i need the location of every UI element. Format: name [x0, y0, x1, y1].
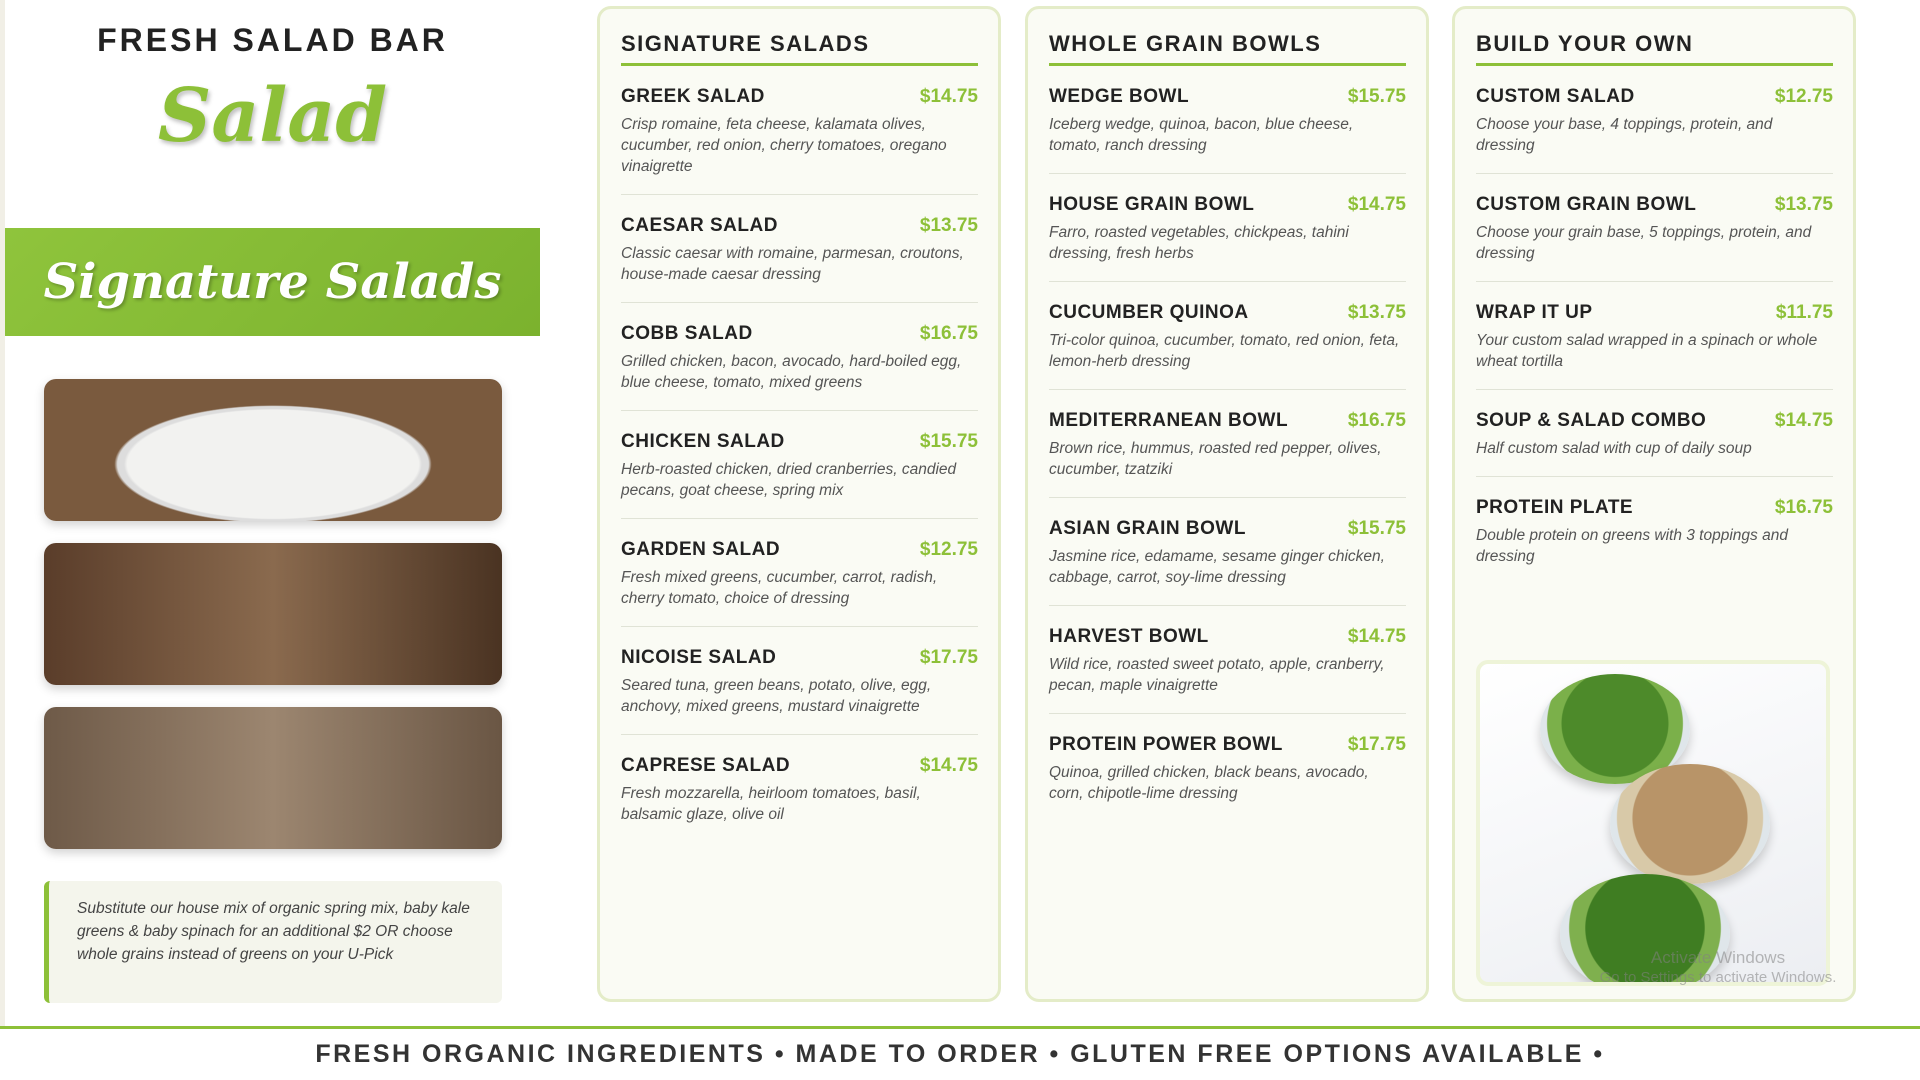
- menu-item-description: Quinoa, grilled chicken, black beans, avocado, corn, chipotle-lime dressing: [1049, 764, 1369, 802]
- menu-item-description: Tri-color quinoa, cucumber, tomato, red onion, feta, lemon-herb dressing: [1049, 332, 1400, 370]
- menu-item: [1476, 282, 1833, 390]
- menu-item-description: Brown rice, hummus, roasted red pepper, olives, cucumber, tzatziki: [1049, 440, 1382, 478]
- menu-item-name: CUSTOM GRAIN BOWL: [1476, 194, 1697, 215]
- menu-item: [1049, 606, 1406, 714]
- menu-item-header: [621, 86, 978, 108]
- menu-item-description: Classic caesar with romaine, parmesan, croutons, house-made caesar dressing: [621, 245, 964, 283]
- menu-item-name: NICOISE SALAD: [621, 647, 777, 668]
- menu-item-header: [1476, 86, 1833, 108]
- salad-photo-3: [44, 707, 502, 849]
- menu-item-price: $16.75: [919, 323, 978, 344]
- menu-item-price: $14.75: [1347, 194, 1406, 215]
- menu-item-price: $14.75: [1347, 626, 1406, 647]
- brand-script-title: Salad: [157, 73, 388, 159]
- menu-item-price: $14.75: [919, 755, 978, 776]
- menu-item: [1476, 477, 1833, 584]
- menu-column-whole-grain-bowls: [1025, 6, 1429, 1002]
- menu-item-name: PROTEIN PLATE: [1476, 497, 1634, 518]
- menu-item: [621, 627, 978, 735]
- menu-item-name: WEDGE BOWL: [1049, 86, 1190, 107]
- menu-item-name: COBB SALAD: [621, 323, 753, 344]
- menu-item-price: $14.75: [1774, 410, 1833, 431]
- menu-item-price: $17.75: [919, 647, 978, 668]
- menu-item-header: [621, 539, 978, 561]
- menu-item-header: [1476, 410, 1833, 432]
- menu-item-header: [1049, 518, 1406, 540]
- menu-item-description: Choose your base, 4 toppings, protein, and dressing: [1476, 116, 1773, 154]
- menu-item-name: CUSTOM SALAD: [1476, 86, 1635, 107]
- menu-item-description: Your custom salad wrapped in a spinach or whole wheat tortilla: [1476, 332, 1818, 370]
- menu-item-header: [1476, 302, 1833, 324]
- menu-item: [621, 66, 978, 195]
- salad-photo-2: [44, 543, 502, 685]
- menu-item-price: $15.75: [1347, 86, 1406, 107]
- bowl-image-grains: [1610, 764, 1770, 884]
- menu-item-name: WRAP IT UP: [1476, 302, 1593, 323]
- menu-item: [1476, 390, 1833, 477]
- menu-item-price: $16.75: [1347, 410, 1406, 431]
- menu-item-header: [1049, 410, 1406, 432]
- menu-item-description: Half custom salad with cup of daily soup: [1476, 440, 1752, 457]
- menu-item-price: $17.75: [1347, 734, 1406, 755]
- menu-item: [1049, 390, 1406, 498]
- menu-item: [1049, 66, 1406, 174]
- menu-item-name: CAESAR SALAD: [621, 215, 778, 236]
- menu-column-build-your-own: [1452, 6, 1856, 1002]
- footer-tagline: FRESH ORGANIC INGREDIENTS • MADE TO ORDER • GLUTEN FREE OPTIONS AVAILABLE •: [315, 1040, 1605, 1068]
- menu-item-name: ASIAN GRAIN BOWL: [1049, 518, 1246, 539]
- menu-item-name: CUCUMBER QUINOA: [1049, 302, 1249, 323]
- menu-item-price: $13.75: [1347, 302, 1406, 323]
- menu-item: [621, 195, 978, 303]
- menu-item-description: Seared tuna, green beans, potato, olive, egg, anchovy, mixed greens, mustard vinaigrette: [621, 677, 932, 715]
- column-title: BUILD YOUR OWN: [1476, 31, 1833, 66]
- menu-item-name: HARVEST BOWL: [1049, 626, 1209, 647]
- menu-item-name: MEDITERRANEAN BOWL: [1049, 410, 1289, 431]
- menu-item: [1049, 282, 1406, 390]
- watermark-title: Activate Windows: [1650, 948, 1786, 967]
- menu-item-header: [621, 431, 978, 453]
- menu-item-header: [621, 215, 978, 237]
- menu-item-price: $11.75: [1775, 302, 1833, 323]
- menu-item-price: $13.75: [919, 215, 978, 236]
- grain-bowls-photo: [1476, 660, 1830, 986]
- menu-item-price: $13.75: [1774, 194, 1833, 215]
- menu-item-description: Farro, roasted vegetables, chickpeas, tahini dressing, fresh herbs: [1049, 224, 1349, 262]
- menu-item-price: $12.75: [1774, 86, 1833, 107]
- menu-item-description: Jasmine rice, edamame, sesame ginger chicken, cabbage, carrot, soy-lime dressing: [1049, 548, 1385, 586]
- substitution-note: Substitute our house mix of organic spring mix, baby kale greens & baby spinach for an additional $2 OR choose whole grains instead of greens on your U-Pick: [44, 881, 502, 1003]
- menu-item-name: GREEK SALAD: [621, 86, 765, 107]
- menu-item-description: Wild rice, roasted sweet potato, apple, cranberry, pecan, maple vinaigrette: [1049, 656, 1385, 694]
- menu-item-price: $12.75: [919, 539, 978, 560]
- menu-item-description: Herb-roasted chicken, dried cranberries, candied pecans, goat cheese, spring mix: [621, 461, 957, 499]
- salad-photo-1: [44, 379, 502, 521]
- activation-watermark: [1598, 948, 1838, 988]
- menu-item-description: Crisp romaine, feta cheese, kalamata olives, cucumber, red onion, cherry tomatoes, oregano vinaigrette: [621, 116, 947, 175]
- menu-item-header: [1049, 734, 1406, 756]
- menu-item-header: [621, 323, 978, 345]
- menu-item: [621, 303, 978, 411]
- menu-item-price: $16.75: [1774, 497, 1833, 518]
- column-title: WHOLE GRAIN BOWLS: [1049, 31, 1406, 66]
- menu-item-header: [1049, 626, 1406, 648]
- menu-item: [621, 735, 978, 842]
- menu-item-header: [621, 647, 978, 669]
- menu-item: [1049, 498, 1406, 606]
- menu-item-description: Choose your grain base, 5 toppings, protein, and dressing: [1476, 224, 1812, 262]
- menu-item-description: Fresh mozzarella, heirloom tomatoes, basil, balsamic glaze, olive oil: [621, 785, 921, 823]
- menu-item-price: $15.75: [919, 431, 978, 452]
- menu-item: [621, 411, 978, 519]
- menu-item: [1476, 174, 1833, 282]
- menu-item: [1049, 174, 1406, 282]
- menu-column-signature-salads: [597, 6, 1001, 1002]
- footer-divider: [0, 1026, 1920, 1029]
- menu-item-header: [1049, 302, 1406, 324]
- watermark-subtitle: Go to Settings to activate Windows.: [1599, 969, 1837, 986]
- menu-item-price: $15.75: [1347, 518, 1406, 539]
- signature-banner: Signature Salads: [5, 228, 540, 336]
- menu-item-header: [621, 755, 978, 777]
- menu-item-name: SOUP & SALAD COMBO: [1476, 410, 1707, 431]
- column-title: SIGNATURE SALADS: [621, 31, 978, 66]
- menu-item-name: CHICKEN SALAD: [621, 431, 785, 452]
- menu-item-header: [1049, 86, 1406, 108]
- menu-item-description: Fresh mixed greens, cucumber, carrot, radish, cherry tomato, choice of dressing: [621, 569, 938, 607]
- menu-item-name: PROTEIN POWER BOWL: [1049, 734, 1283, 755]
- menu-item-header: [1476, 194, 1833, 216]
- menu-item-header: [1049, 194, 1406, 216]
- menu-item-name: CAPRESE SALAD: [621, 755, 791, 776]
- menu-item: [621, 519, 978, 627]
- menu-item-description: Iceberg wedge, quinoa, bacon, blue cheese, tomato, ranch dressing: [1049, 116, 1354, 154]
- brand-title: FRESH SALAD BAR: [97, 22, 448, 58]
- menu-item: [1476, 66, 1833, 174]
- left-column: [5, 0, 540, 1026]
- menu-item-header: [1476, 497, 1833, 519]
- menu-item-name: HOUSE GRAIN BOWL: [1049, 194, 1255, 215]
- menu-item-description: Grilled chicken, bacon, avocado, hard-boiled egg, blue cheese, tomato, mixed greens: [621, 353, 962, 391]
- menu-item-description: Double protein on greens with 3 toppings and dressing: [1476, 527, 1788, 565]
- menu-item: [1049, 714, 1406, 821]
- menu-item-name: GARDEN SALAD: [621, 539, 781, 560]
- menu-item-price: $14.75: [919, 86, 978, 107]
